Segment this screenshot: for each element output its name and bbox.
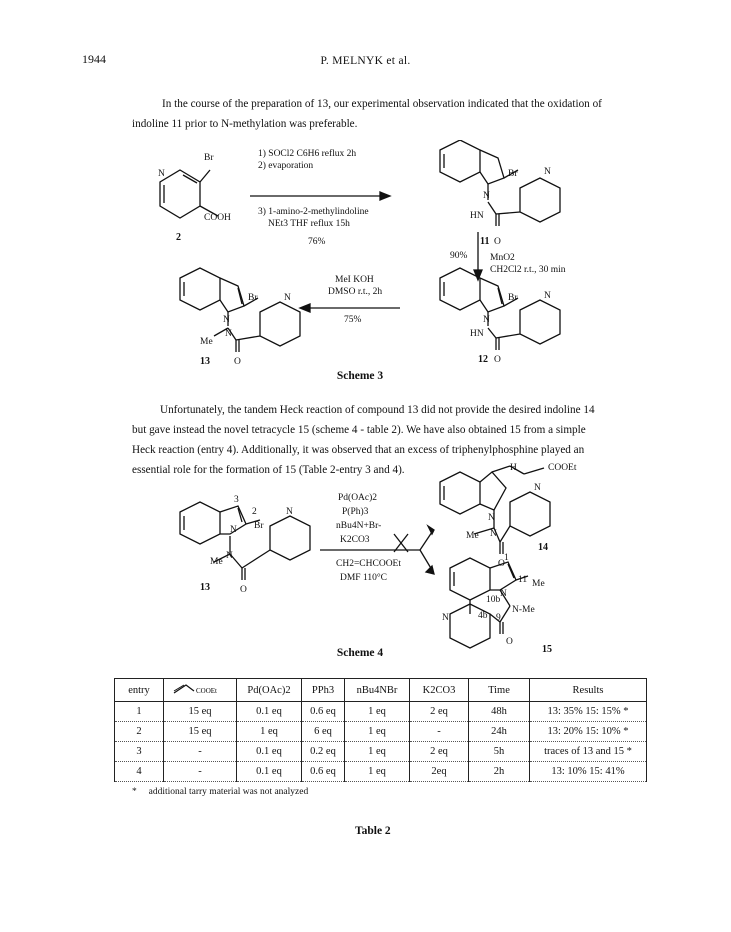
benzene-ring-15 — [450, 558, 490, 600]
paragraph-2-line-3: Heck reaction (entry 4). Additionally, it was observed that an excess of triphenylphosphine played an — [132, 444, 585, 456]
svg-text:10b: 10b — [486, 595, 501, 605]
svg-text:2: 2 — [252, 507, 257, 517]
svg-text:N: N — [284, 293, 291, 303]
table-footnote — [132, 787, 308, 797]
svg-text:Br: Br — [248, 293, 258, 303]
svg-text:3) 1-amino-2-methylindoline: 3) 1-amino-2-methylindoline — [258, 207, 369, 217]
benzene-ring-13 — [180, 268, 220, 310]
svg-text:H: H — [510, 463, 517, 473]
svg-text:N: N — [158, 169, 165, 179]
svg-text:90%: 90% — [450, 251, 468, 261]
svg-text:Pd(OAc)2: Pd(OAc)2 — [338, 493, 378, 503]
table-row: 1 15 eq 0.1 eq 0.6 eq 1 eq 2 eq 48h 13: 35% 15: 15% * — [115, 702, 647, 722]
svg-text:P(Ph)3: P(Ph)3 — [342, 507, 369, 517]
svg-text:O: O — [234, 357, 241, 367]
col-time: Time — [469, 679, 530, 702]
svg-text:N: N — [225, 329, 232, 339]
scheme-4-diagram — [170, 462, 600, 662]
benzene-ring-14 — [440, 472, 480, 514]
paragraph-1-line-1: In the course of the preparation of 13, our experimental observation indicated that the oxidation of — [162, 98, 602, 110]
scheme-3-diagram — [100, 140, 620, 380]
svg-text:COOEt: COOEt — [196, 686, 217, 695]
label-br: Br — [204, 153, 214, 163]
compound-label-15: 15 — [542, 644, 552, 655]
svg-text:MeI KOH: MeI KOH — [335, 275, 374, 285]
svg-text:O: O — [506, 637, 513, 647]
pyridine-ring-14 — [510, 492, 550, 536]
svg-text:K2CO3: K2CO3 — [340, 535, 370, 545]
col-nbu4nbr: nBu4NBr — [345, 679, 410, 702]
pyridine-ring-12 — [520, 300, 560, 344]
svg-text:HN: HN — [470, 329, 484, 339]
col-acrylate — [164, 679, 237, 702]
col-k2co3: K2CO3 — [410, 679, 469, 702]
svg-text:3: 3 — [234, 495, 239, 505]
pyridine-ring-11 — [520, 178, 560, 222]
compound-label-13: 13 — [200, 356, 210, 367]
svg-text:Me: Me — [532, 579, 545, 589]
svg-text:Br: Br — [508, 169, 518, 179]
benzene-ring-11 — [440, 140, 480, 182]
svg-text:DMF 110°C: DMF 110°C — [340, 573, 387, 583]
table-2 — [114, 678, 647, 782]
benzene-ring-13-s4 — [180, 502, 220, 544]
svg-text:nBu4N+Br-: nBu4N+Br- — [336, 521, 382, 531]
table-row: 2 15 eq 1 eq 6 eq 1 eq - 24h 13: 20% 15: 10% * — [115, 722, 647, 742]
page-number: 1944 — [82, 52, 106, 66]
footnote-text: additional tarry material was not analyzed — [148, 787, 309, 797]
pyridine-ring-2 — [160, 170, 200, 218]
svg-text:Me: Me — [200, 337, 213, 347]
pyridine-ring-13-s4 — [270, 516, 310, 560]
scheme-3-caption: Scheme 3 — [336, 370, 384, 382]
svg-text:N: N — [230, 525, 237, 535]
svg-text:N: N — [488, 513, 495, 523]
table-header-row — [115, 679, 647, 702]
svg-text:O: O — [494, 237, 501, 247]
table-row: 3 - 0.1 eq 0.2 eq 1 eq 2 eq 5h traces of 13 and 15 * — [115, 742, 647, 762]
compound-label-11: 11 — [480, 236, 490, 247]
pyridine-ring-13 — [260, 302, 300, 346]
svg-text:O: O — [498, 559, 505, 569]
svg-text:COOH: COOH — [204, 213, 231, 223]
svg-text:N: N — [286, 507, 293, 517]
acrylate-structure-icon — [170, 683, 230, 695]
svg-text:1) SOCl2 C6H6 reflux 2h: 1) SOCl2 C6H6 reflux 2h — [258, 149, 357, 159]
svg-text:N: N — [490, 529, 497, 539]
svg-text:N: N — [442, 613, 449, 623]
svg-text:Br: Br — [254, 521, 264, 531]
svg-text:Br: Br — [508, 293, 518, 303]
svg-text:N-Me: N-Me — [512, 605, 535, 615]
col-pd: Pd(OAc)2 — [237, 679, 302, 702]
svg-text:Me: Me — [210, 557, 223, 567]
svg-text:MnO2: MnO2 — [490, 253, 515, 263]
compound-label-14: 14 — [538, 542, 548, 553]
svg-text:N: N — [534, 483, 541, 493]
table-row: 4 - 0.1 eq 0.6 eq 1 eq 2eq 2h 13: 10% 15: 41% — [115, 762, 647, 782]
paragraph-2-line-2: but gave instead the novel tetracycle 15 (scheme 4 - table 2). We have also obtained 15 from a simple — [132, 424, 586, 436]
compound-label-13-s4: 13 — [200, 582, 210, 593]
footnote-mark: * — [132, 787, 137, 797]
svg-text:O: O — [240, 585, 247, 595]
col-entry: entry — [115, 679, 164, 702]
svg-text:4b: 4b — [478, 611, 488, 621]
table-2-caption: Table 2 — [355, 825, 391, 837]
svg-text:11: 11 — [518, 575, 528, 585]
svg-text:76%: 76% — [308, 237, 326, 247]
svg-text:CH2Cl2 r.t., 30 min: CH2Cl2 r.t., 30 min — [490, 265, 566, 275]
svg-text:N: N — [544, 167, 551, 177]
col-pph3: PPh3 — [302, 679, 345, 702]
svg-text:9: 9 — [496, 613, 501, 623]
scheme-4-caption: Scheme 4 — [336, 647, 384, 659]
benzene-ring-12 — [440, 268, 480, 310]
running-head: P. MELNYK et al. — [320, 55, 411, 67]
svg-text:Me: Me — [466, 531, 479, 541]
svg-text:DMSO r.t., 2h: DMSO r.t., 2h — [328, 287, 383, 297]
svg-text:O: O — [494, 355, 501, 365]
svg-text:1: 1 — [504, 553, 509, 563]
compound-label-2: 2 — [176, 232, 181, 243]
svg-text:N: N — [544, 291, 551, 301]
svg-text:NEt3 THF reflux 15h: NEt3 THF reflux 15h — [268, 219, 350, 229]
paragraph-2-line-4: essential role for the formation of 15 (Table 2-entry 3 and 4). — [132, 464, 405, 476]
svg-text:75%: 75% — [344, 315, 362, 325]
compound-label-12: 12 — [478, 354, 488, 365]
svg-text:2) evaporation: 2) evaporation — [258, 161, 314, 171]
svg-text:N: N — [483, 315, 490, 325]
svg-text:COOEt: COOEt — [548, 463, 577, 473]
svg-text:N: N — [226, 551, 233, 561]
svg-text:N: N — [223, 315, 230, 325]
svg-text:N: N — [483, 191, 490, 201]
svg-text:HN: HN — [470, 211, 484, 221]
col-results: Results — [530, 679, 647, 702]
svg-text:N: N — [500, 589, 507, 599]
paragraph-1-line-2: indoline 11 prior to N-methylation was preferable. — [132, 118, 358, 130]
paragraph-2-line-1: Unfortunately, the tandem Heck reaction of compound 13 did not provide the desired indoline 14 — [160, 404, 595, 416]
svg-text:CH2=CHCOOEt: CH2=CHCOOEt — [336, 559, 402, 569]
